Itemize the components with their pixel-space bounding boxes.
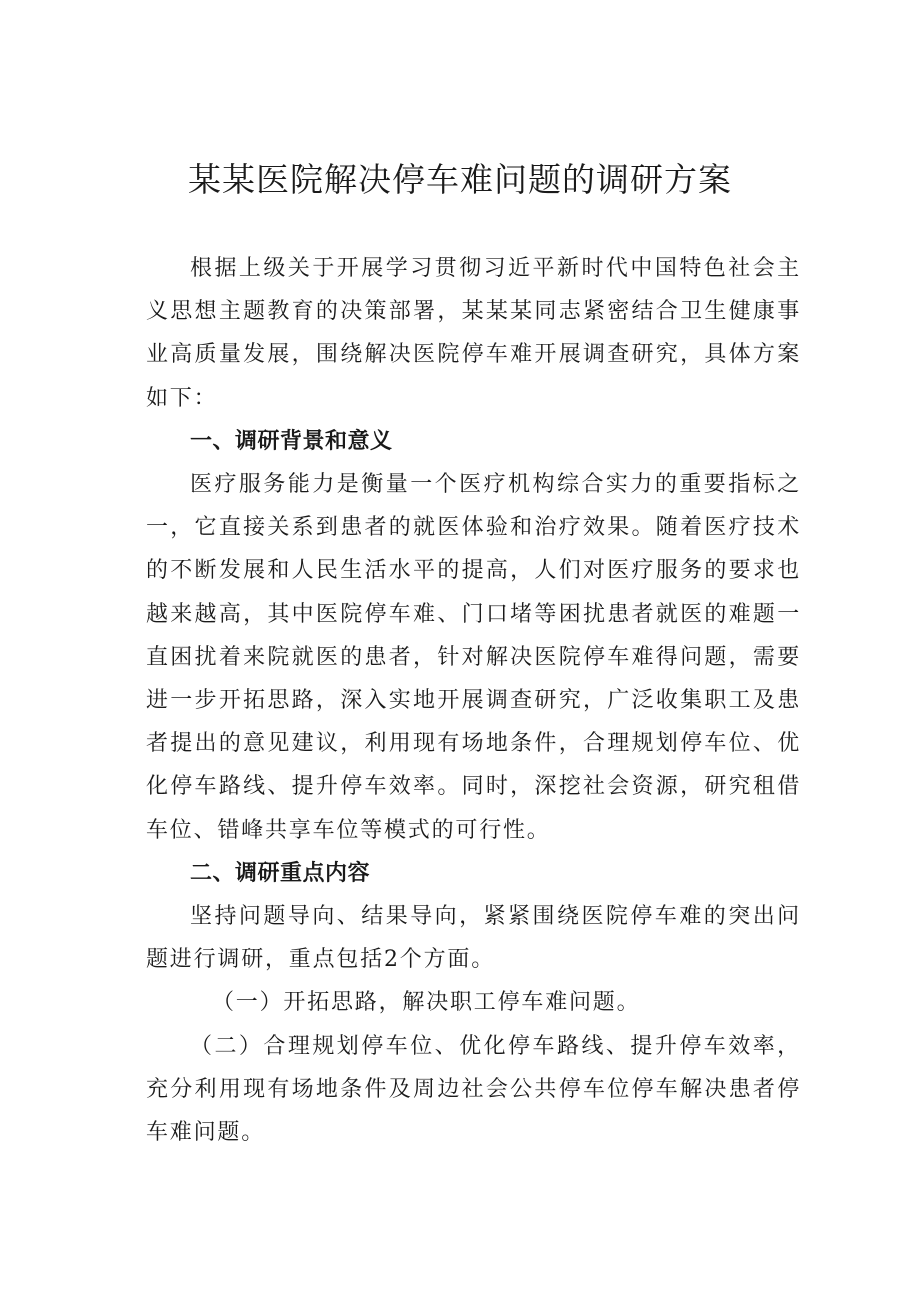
section2-item-1: （一）开拓思路，解决职工停车难问题。 <box>212 990 641 1016</box>
document-title: 某某医院解决停车难问题的调研方案 <box>188 160 732 199</box>
document-body <box>146 247 801 1154</box>
section2-heading: 二、调研重点内容 <box>190 860 371 886</box>
intro-paragraph: 根据上级关于开展学习贯彻习近平新时代中国特色社会主义思想主题教育的决策部署，某某某同志紧密结合卫生健康事业高质量发展，围绕解决医院停车难开展调查研究，具体方案如下： <box>146 256 801 411</box>
section1-heading: 一、调研背景和意义 <box>190 428 393 454</box>
section2-paragraph: 坚持问题导向、结果导向，紧紧围绕医院停车难的突出问题进行调研，重点包括2个方面。 <box>146 904 801 973</box>
section2-item-2: （二）合理规划停车位、优化停车路线、提升停车效率，充分利用现有场地条件及周边社会公共停车位停车解决患者停车难问题。 <box>146 1033 801 1146</box>
section1-paragraph: 医疗服务能力是衡量一个医疗机构综合实力的重要指标之一，它直接关系到患者的就医体验和治疗效果。随着医疗技术的不断发展和人民生活水平的提高，人们对医疗服务的要求也越来越高，其中医院停车难、门口堵等困扰患者就医的难题一直困扰着来院就医的患者，针对解决医院停车难得问题，需要进一步开拓思路，深入实地开展调查研究，广泛收集职工及患者提出的意见建议，利用现有场地条件，合理规划停车位、优化停车路线、提升停车效率。同时，深挖社会资源，研究租借车位、错峰共享车位等模式的可行性。 <box>146 472 801 843</box>
